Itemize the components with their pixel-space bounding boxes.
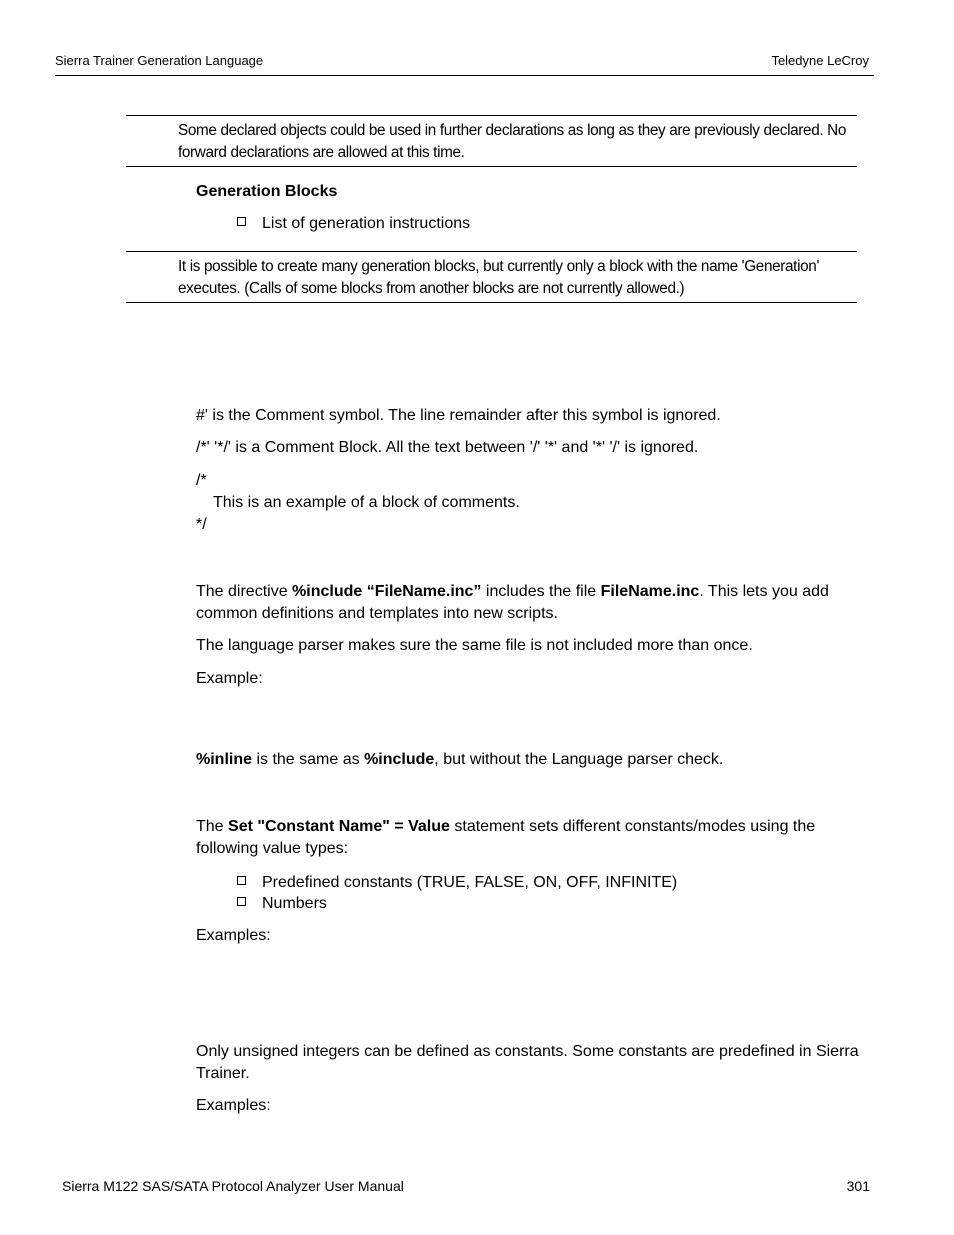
checkbox-bullet-icon [237,876,246,885]
include-directive: %include [364,751,435,768]
list-item [237,893,327,914]
comment-open: /* [196,472,207,489]
text-run: statement sets different constants/modes using the following value types: [196,818,816,857]
include-paragraph [196,581,861,625]
comment-example [196,470,861,536]
list-item [237,872,677,893]
inline-directive: %inline [196,751,253,768]
note-forward-declarations [126,115,857,167]
set-paragraph [196,816,861,860]
include-example-label: Example: [196,670,263,687]
note-text: Some declared objects could be used in further declarations as long as they are previously declared. No forward declarations are allowed at this time. [178,122,847,161]
footer-manual-title: Sierra M122 SAS/SATA Protocol Analyzer User Manual [62,1178,404,1194]
set-statement: Set "Constant Name" = Value [228,818,450,835]
note-generation-blocks [126,251,857,303]
header-divider [55,75,874,76]
text-run: is the same as [252,751,365,768]
text-run: . This lets you add common definitions and templates into new scripts. [196,583,829,622]
comment-body: This is an example of a block of comments. [213,494,520,511]
list-item [237,213,470,234]
text-run: includes the file [481,583,601,600]
include-directive: %include “FileName.inc” [292,583,482,600]
note-text: It is possible to create many generation blocks, but currently only a block with the name 'Generation' executes. (Calls of some blocks from another blocks are not currently allowed.) [178,258,820,297]
running-header-company: Teledyne LeCroy [771,53,869,68]
checkbox-bullet-icon [237,897,246,906]
running-header-title: Sierra Trainer Generation Language [55,53,264,68]
text-run: , but without the Language parser check. [434,751,724,768]
constants-paragraph: Only unsigned integers can be defined as constants. Some constants are predefined in Sierra Trainer. [196,1043,859,1082]
list-item-text: Predefined constants (TRUE, FALSE, ON, OFF, INFINITE) [262,874,678,891]
file-name: FileName.inc [600,583,700,600]
list-item-text: Numbers [262,895,327,912]
set-examples-label: Examples: [196,927,271,944]
text-run: The directive [196,583,293,600]
inline-paragraph [196,749,861,771]
comment-symbol-text: #' is the Comment symbol. The line remainder after this symbol is ignored. [196,407,721,424]
generation-blocks-heading: Generation Blocks [196,183,338,200]
list-item-text: List of generation instructions [262,215,471,232]
page-number: 301 [846,1178,870,1194]
text-run: The [196,818,229,835]
comment-close: */ [196,516,207,533]
include-parser-text: The language parser makes sure the same file is not included more than once. [196,637,753,654]
constants-examples-label: Examples: [196,1097,271,1114]
checkbox-bullet-icon [237,217,246,226]
comment-block-text: /*' '*/' is a Comment Block. All the text between '/' '*' and '*' '/' is ignored. [196,439,699,456]
